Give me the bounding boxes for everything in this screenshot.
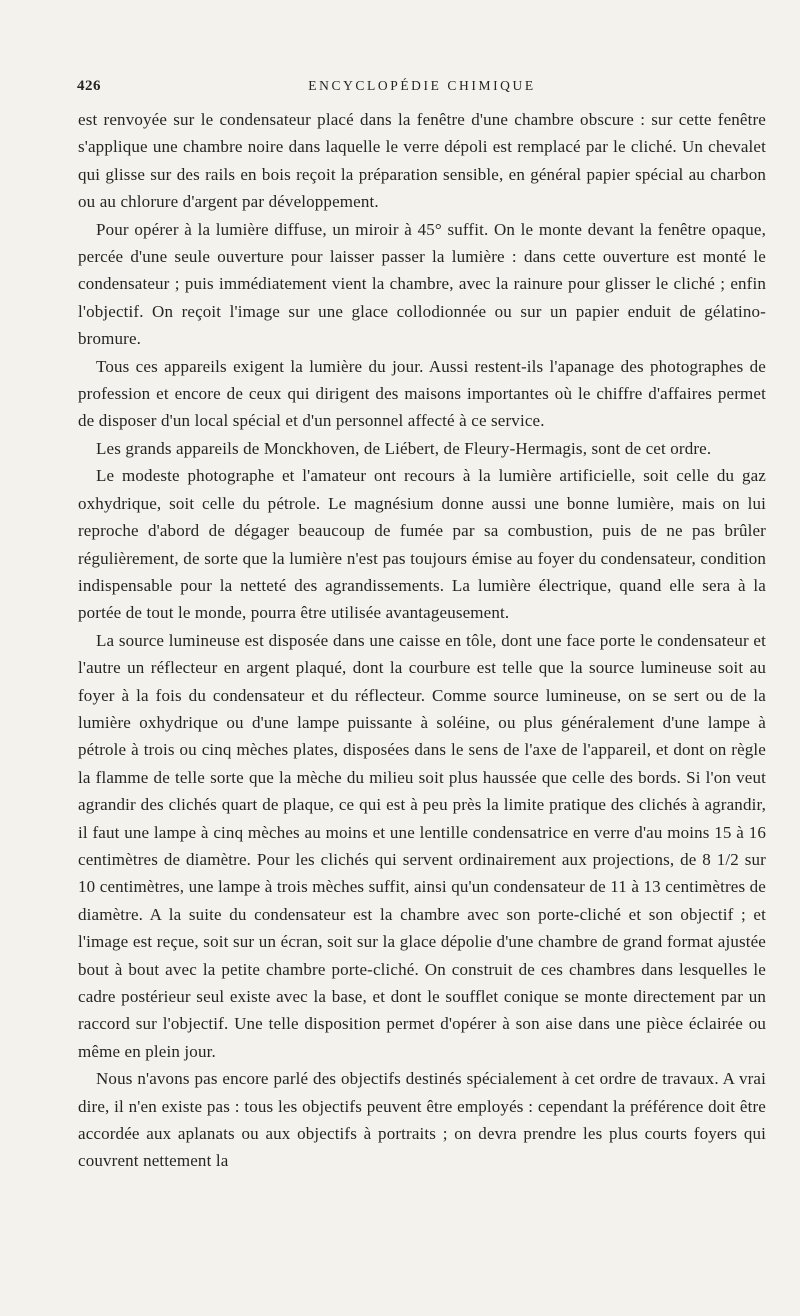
paragraph: Pour opérer à la lumière diffuse, un miroir à 45° suffit. On le monte devant la fenêtre opaque, percée d'une seule ouverture pour laisser passer la lumière : dans cette ouverture est monté le condensateur ; puis immédiatement vient la chambre, avec la rainure pour glisser le cliché ; enfin l'objectif. On reçoit l'image sur une glace collodionnée ou sur un papier enduit de gélatino-bromure.: [78, 219, 766, 349]
paragraph: Le modeste photographe et l'amateur ont recours à la lumière artificielle, soit celle du gaz oxhydrique, soit celle du pétrole. Le magnésium donne aussi une bonne lumière, mais on lui reproche d'abord de dégager beaucoup de fumée par sa combustion, puis de ne pas brûler régulièrement, de sorte que la lumière n'est pas toujours émise au foyer du condensateur, condition indispensable pour la netteté des agrandissements. La lumière électrique, quand elle sera à la portée de tout le monde, pourra être utilisée avantageusement.: [78, 466, 766, 623]
paragraph: Nous n'avons pas encore parlé des objectifs destinés spécialement à cet ordre de travaux. A vrai dire, il n'en existe pas : tous les objectifs peuvent être employés : cependant la préférence doit être accordée aux aplanats ou aux objectifs à portraits ; on devra prendre les plus courts foyers qui couvrent nettement la: [78, 1069, 766, 1171]
paragraph: La source lumineuse est disposée dans une caisse en tôle, dont une face porte le condensateur et l'autre un réflecteur en argent plaqué, dont la courbure est telle que la source lumineuse soit au foyer à la fois du condensateur et du réflecteur. Comme source lumineuse, on se sert ou de la lumière oxhydrique ou d'une lampe puissante à soléine, ou plus généralement d'une lampe à pétrole à trois ou cinq mèches plates, disposées dans le sens de l'axe de l'appareil, et dont on règle la flamme de telle sorte que la mèche du milieu soit plus haussée que celle des bords. Si l'on veut agrandir des clichés quart de plaque, ce qui est à peu près la limite pratique des clichés à agrandir, il faut une lampe à cinq mèches au moins et une lentille condensatrice en verre d'au moins 15 à 16 centimètres de diamètre. Pour les clichés qui servent ordinairement aux projections, de 8 1/2 sur 10 centimètres, une lampe à trois mèches suffit, ainsi qu'un condensateur de 11 à 13 centimètres de diamètre. A la suite du condensateur est la chambre avec son porte-cliché et son objectif ; et l'image est reçue, soit sur un écran, soit sur la glace dépolie d'une chambre de grand format ajustée bout à bout avec la petite chambre porte-cliché. On construit de ces chambres dans lesquelles le cadre postérieur seul existe avec la base, et dont le soufflet conique se monte directement par un raccord sur l'objectif. Une telle disposition permet d'opérer à son aise dans une pièce éclairée ou même en plein jour.: [78, 630, 766, 1061]
paragraph: est renvoyée sur le condensateur placé dans la fenêtre d'une chambre obscure : sur cette fenêtre s'applique une chambre noire dans laquelle le verre dépoli est remplacé par le cliché. Un chevalet qui glisse sur des rails en bois reçoit la préparation sensible, en général papier spécial au charbon ou au chlorure d'argent par développement.: [78, 110, 766, 212]
paragraph: Les grands appareils de Monckhoven, de Liébert, de Fleury-Hermagis, sont de cet ordre.: [96, 438, 712, 458]
book-page: [78, 76, 766, 1175]
page-header: [78, 76, 766, 106]
running-head: ENCYCLOPÉDIE CHIMIQUE: [308, 78, 536, 93]
body-text: [78, 106, 766, 1175]
paragraph: Tous ces appareils exigent la lumière du jour. Aussi restent-ils l'apanage des photographes de profession et encore de ceux qui dirigent des maisons importantes où le chiffre d'affaires permet de disposer d'un local spécial et d'un personnel affecté à ce service.: [78, 356, 766, 431]
page-number: 426: [77, 78, 101, 94]
